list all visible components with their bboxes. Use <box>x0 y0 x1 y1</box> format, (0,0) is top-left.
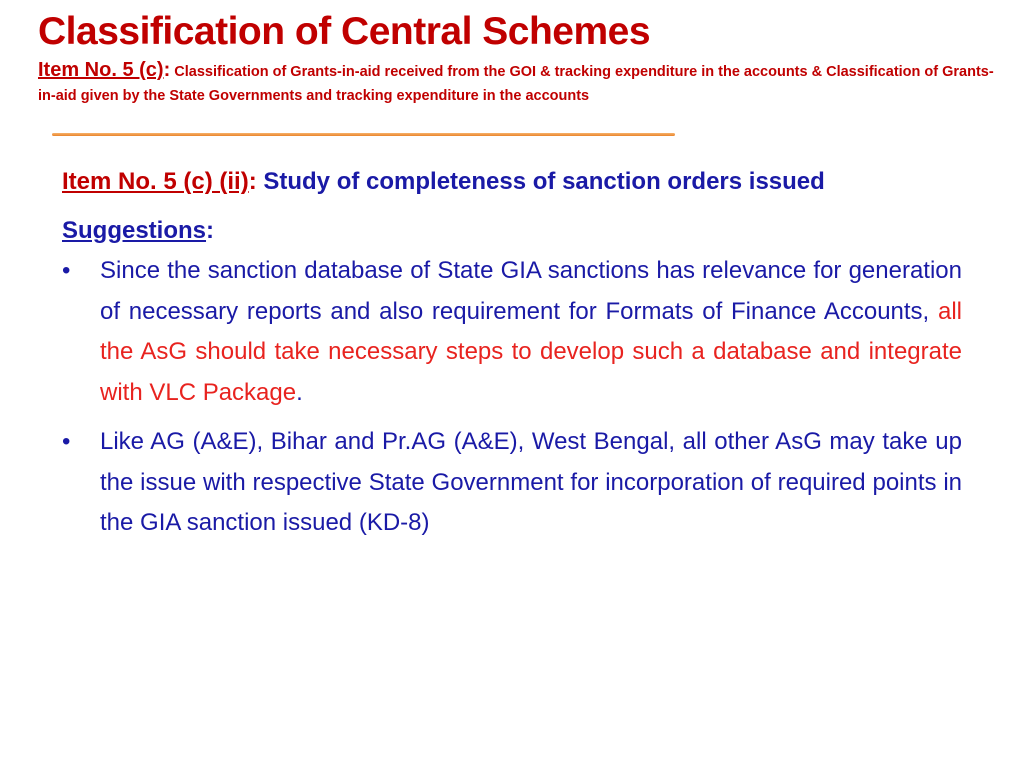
bullet-highlight-text: all the AsG should take necessary steps to develop such a database and integrate with VLC Package <box>100 297 962 406</box>
section-heading-text: Study of completeness of sanction orders issued <box>256 168 825 195</box>
bullet-text: Like AG (A&E), Bihar and Pr.AG (A&E), West Bengal, all other AsG may take up the issue with respective State Government for incorporation of required points in the GIA sanction issued (KD-8) <box>100 428 962 536</box>
subtitle-colon: : <box>163 59 171 81</box>
bullet-text-end: . <box>296 378 303 406</box>
list-item <box>62 251 962 413</box>
section-colon: : <box>248 168 257 195</box>
slide-body <box>62 162 962 544</box>
section-item-ref: Item No. 5 (c) (ii) <box>62 168 249 195</box>
subtitle-item-label: Item No. 5 (c) <box>38 59 164 81</box>
subtitle-text: Classification of Grants-in-aid received from the GOI & tracking expenditure in the accounts & Classification of Grants-in-aid given by the State Governments and tracking expenditure in the accounts <box>38 64 994 104</box>
bullet-icon: • <box>62 257 71 284</box>
section-heading <box>62 162 962 203</box>
suggestions-colon: : <box>206 216 215 244</box>
suggestions-heading <box>62 211 962 252</box>
suggestion-list <box>62 251 962 544</box>
slide-header <box>38 6 1008 108</box>
list-item <box>62 422 962 544</box>
slide-title: Classification of Central Schemes <box>38 10 651 53</box>
bullet-icon: • <box>62 428 71 455</box>
header-divider <box>52 133 675 136</box>
bullet-text: Since the sanction database of State GIA sanctions has relevance for generation of necessary reports and also requirement for Formats of Finance Accounts, <box>100 257 962 325</box>
suggestions-label: Suggestions <box>62 216 207 244</box>
slide-subtitle <box>38 58 1008 108</box>
